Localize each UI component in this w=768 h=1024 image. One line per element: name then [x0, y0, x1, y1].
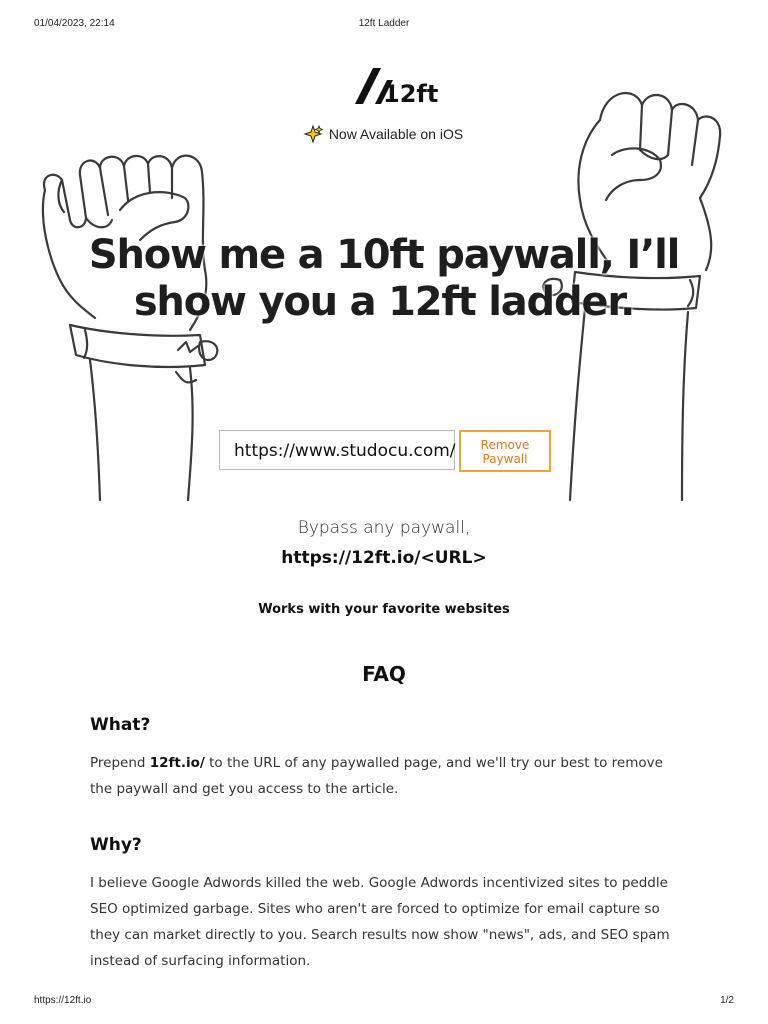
ios-availability-link[interactable] — [0, 125, 768, 143]
faq-question-why: Why? — [90, 835, 142, 855]
remove-paywall-button-line-2: Paywall — [482, 452, 528, 466]
faq-question-what: What? — [90, 715, 151, 735]
faq-title: FAQ — [362, 662, 406, 686]
remove-paywall-button[interactable] — [459, 430, 551, 472]
faq-answer-why: I believe Google Adwords killed the web. Google Adwords incentivized sites to peddle SEO optimized garbage. Sites who aren't are forced to optimize for email capture so they can market directly to you. Search results now show "news", ads, and SEO spam instead of surfacing information. — [90, 875, 670, 969]
12ft-logo[interactable] — [353, 64, 439, 108]
bypass-url-pattern: https://12ft.io/<URL> — [281, 548, 487, 568]
headline-line-2: show you a 12ft ladder. — [133, 279, 635, 325]
faq-answer-what-bold: 12ft.io/ — [149, 755, 205, 771]
print-datetime: 01/04/2023, 22:14 — [34, 18, 115, 29]
remove-paywall-button-line-1: Remove — [480, 438, 530, 452]
print-url: https://12ft.io — [34, 995, 92, 1006]
faq-answer-what-suffix: to the URL of any paywalled page, and we'll try our best to remove the paywall and get you access to the article. — [90, 755, 663, 797]
ios-availability-text: Now Available on iOS — [328, 126, 464, 142]
print-title: 12ft Ladder — [358, 18, 410, 29]
print-page-number: 1/2 — [720, 995, 734, 1006]
left-fist-illustration — [43, 156, 217, 500]
sparkles-icon — [305, 125, 323, 143]
headline-line-1: Show me a 10ft paywall, I’ll — [88, 232, 680, 278]
paywall-form — [219, 430, 551, 472]
url-input[interactable]: https://www.studocu.com/ — [219, 430, 455, 470]
faq-answer-what — [90, 750, 680, 802]
works-with-heading: Works with your favorite websites — [258, 602, 510, 617]
faq-answer-what-prefix: Prepend — [90, 755, 150, 771]
hero-headline — [0, 232, 768, 326]
logo-text: 12ft — [383, 80, 439, 108]
bypass-text: Bypass any paywall, — [297, 518, 471, 538]
